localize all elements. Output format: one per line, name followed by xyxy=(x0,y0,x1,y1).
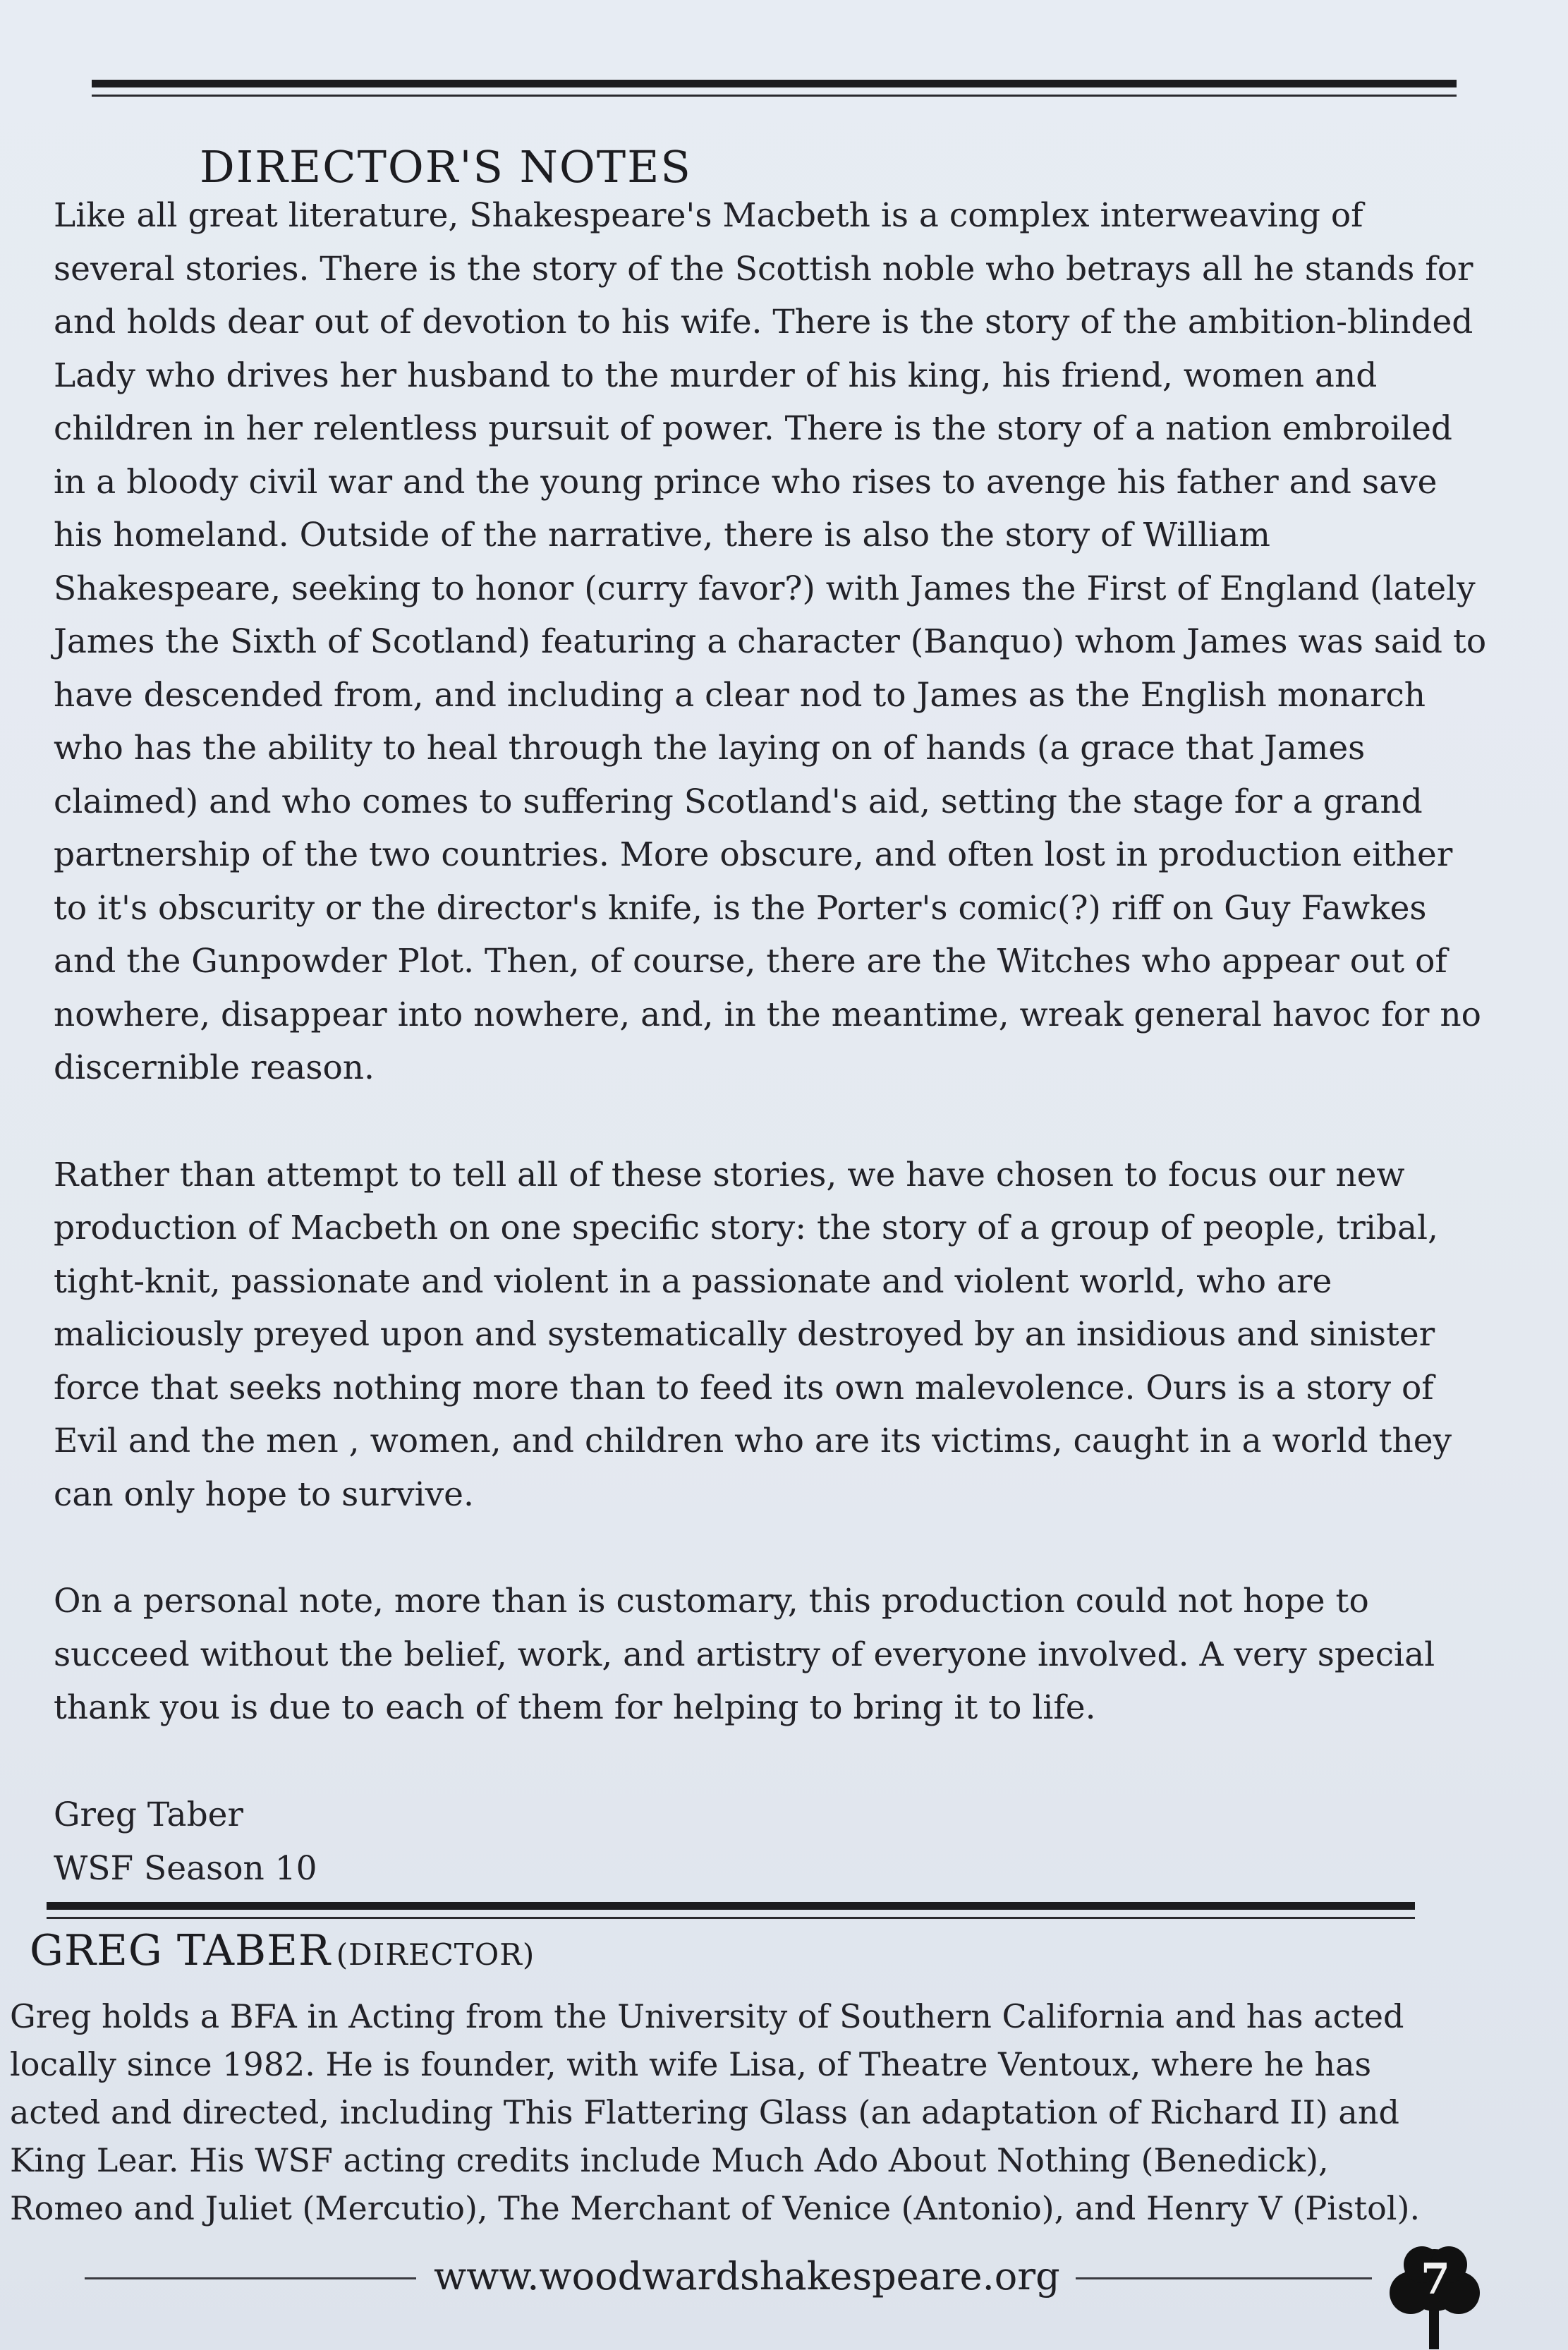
bio-heading xyxy=(30,1926,535,1975)
notes-paragraph-3: On a personal note, more than is customary, this production could not hope to succeed without the belief, work, and artistry of everyone involved. A very special thank you is due to each of them for helping to bring it to life. xyxy=(54,1582,1435,1727)
bio-rule-thick xyxy=(47,1902,1415,1910)
footer-line-left xyxy=(85,2277,416,2279)
bio-rule-thin xyxy=(47,1917,1415,1919)
notes-paragraph-1: Like all great literature, Shakespeare's Macbeth is a complex interweaving of several stories. There is the story of the Scottish noble who betrays all he stands for and holds dear out of devotion to his wife. There is the story of the ambition-blinded Lady who drives her husband to the murder of his king, his friend, women and children in her relentless pursuit of power. There is the story of a nation embroiled in a bloody civil war and the young prince who rises to avenge his father and save his homeland. Outside of the narrative, there is also the story of William Shakespeare, seeking to honor (curry favor?) with James the First of England (lately James the Sixth of Scotland) featuring a character (Banquo) whom James was said to have descended from, and including a clear nod to James as the English monarch who has the ability to heal through the laying on of hands (a grace that James claimed) and who comes to suffering Scotland's aid, setting the stage for a grand partnership of the two countries. More obscure, and often lost in production either to it's obscurity or the director's knife, is the Porter's comic(?) riff on Guy Fawkes and the Gunpowder Plot. Then, of course, there are the Witches who appear out of nowhere, disappear into nowhere, and, in the meantime, wreak general havoc for no discernible reason. xyxy=(54,196,1487,1087)
footer-line-right xyxy=(1076,2277,1372,2279)
bio-name: GREG TABER xyxy=(30,1926,332,1975)
top-rule-thick xyxy=(92,80,1457,87)
bio-text: Greg holds a BFA in Acting from the University of Southern California and has acted locally since 1982. He is founder, with wife Lisa, of Theatre Ventoux, where he has acted and directed, including This Flattering Glass (an adaptation of Richard II) and King Lear. His WSF acting credits include Much Ado About Nothing (Benedick), Romeo and Juliet (Mercutio), The Merchant of Venice (Antonio), and Henry V (Pistol). xyxy=(10,1997,1421,2227)
page-number: 7 xyxy=(1421,2255,1450,2304)
directors-notes-body xyxy=(54,189,1493,1896)
website-url[interactable]: www.woodwardshakespeare.org xyxy=(434,2254,1060,2298)
signature-name: Greg Taber xyxy=(54,1795,243,1834)
signature-title: WSF Season 10 xyxy=(54,1848,317,1888)
top-rule-thin xyxy=(92,95,1457,97)
bio-role: (DIRECTOR) xyxy=(336,1937,535,1972)
directors-notes-heading: DIRECTOR'S NOTES xyxy=(200,141,692,193)
notes-paragraph-2: Rather than attempt to tell all of these stories, we have chosen to focus our new production of Macbeth on one specific story: the story of a group of people, tribal, tight-knit, passionate and violent in a passionate and violent world, who are maliciously preyed upon and systematically destroyed by an insidious and sinister force that seeks nothing more than to feed its own malevolence. Ours is a story of Evil and the men , women, and children who are its victims, caught in a world they can only hope to survive. xyxy=(54,1155,1452,1514)
